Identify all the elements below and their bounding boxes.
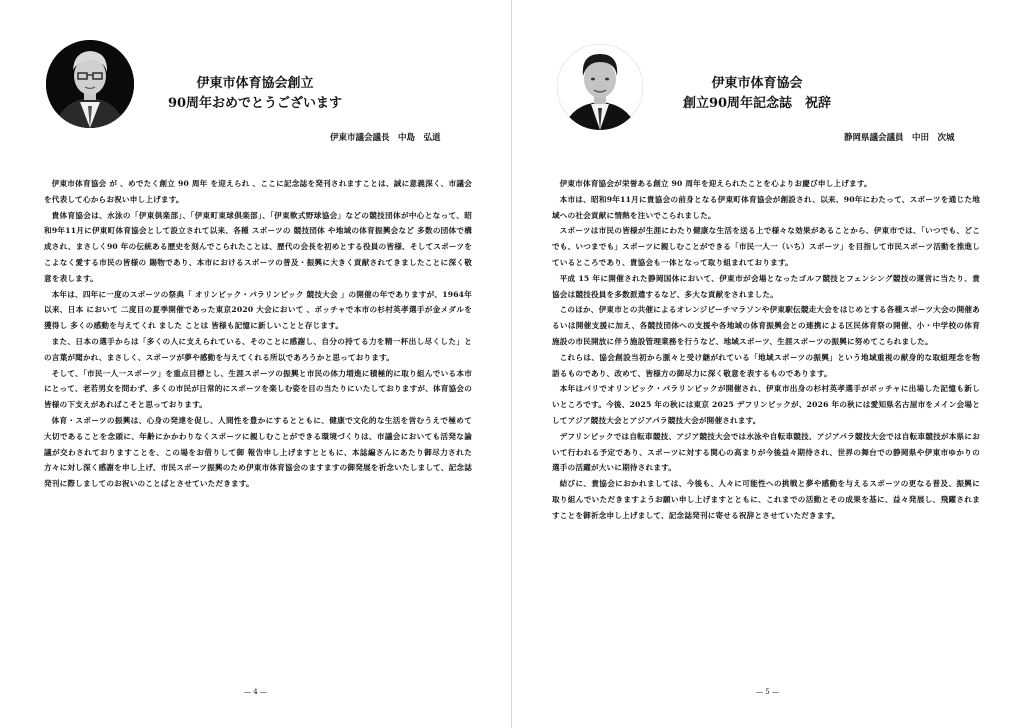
title-line-2: 創立90周年記念誌 祝辞 — [682, 96, 832, 111]
paragraph: 本年は、四年に一度のスポーツの祭典「 オリンピック・パラリンピック 競技大会 」の開催の年でありますが、1964年以来、日本 において 二度目の夏季開催であった東京2020 大会において 、ボッチャで本市の杉村英孝選手が金メダルを獲得し 多くの感動を与えてくれ ました ことは 皆様も記憶に新しいことと存じます。 — [44, 289, 472, 331]
paragraph: 貴体育協会は、水泳の「伊東倶楽部」、「伊東町東球倶楽部」、「伊東軟式野球協会」などの競技団体が中心となって、昭和9年11月に伊東町体育協会として設立されて以来、各種 スポーツの 競技団体 や地域の体育振興会など 多数の団体で構成され、まさしく90 年の伝統ある歴史を刻んでこられたことは、歴代の会長を初めとする役員の皆様、そしてスポーツをこよなく愛する市民の皆様の 賜物であり、本市におけるスポーツの普及・振興に大きく貢献されてきましたことに深く敬意を表します。 — [44, 210, 472, 283]
paragraph: 本年はパリでオリンピック・パラリンピックが開催され、伊東市出身の杉村英孝選手がボッチャに出場した記憶も新しいところです。今後、2025 年の秋には東京 2025 デフリンピックが、2026 年の秋には愛知県名古屋市をメイン会場としてアジア競技大会とアジアパラ競技大会が開催されます。 — [552, 384, 980, 425]
author-name: 伊東市議会議長 中島 弘道 — [330, 133, 441, 143]
page-title — [140, 74, 370, 114]
paragraph: これらは、協会創設当初から脈々と受け継がれている「地域スポーツの振興」という地域重視の献身的な取組理念を物語るものであり、改めて、皆様方の御尽力に深く敬意を表するものであります。 — [552, 352, 980, 378]
page-number: — 4 — — [244, 688, 267, 696]
paragraph: 本市は、昭和9年11月に貴協会の前身となる伊東町体育協会が創設され、以来、90年にわたって、スポーツを通じた地域への社会貢献に情熱を注いでこられました。 — [552, 194, 980, 220]
paragraph: デフリンピックでは自転車競技、アジア競技大会では水泳や自転車競技、アジアパラ競技大会では自転車競技が本県において行われる予定であり、スポーツに対する関心の高まりが今後益々期待され、世界の舞台での静岡県や伊東市ゆかりの選手の活躍が大いに期待されます。 — [552, 431, 980, 473]
paragraph: 平成 15 年に開催された静岡国体において、伊東市が会場となったゴルフ競技とフェンシング競技の運営に当たり、貴協会は競技役員を多数派遣するなど、多大な貢献をされました。 — [552, 273, 980, 299]
title-line-1: 伊東市体育協会創立 — [196, 76, 314, 91]
paragraph: そして、「市民一人一スポーツ」を重点目標とし、生涯スポーツの振興と市民の体力増進に積極的に取り組んでいる本市にとって、老若男女を問わず、多くの市民が日常的にスポーツを楽しむ姿を目の当たりにいたしておりますが、体育協会の皆様の下支えがあればこそと思っております。 — [44, 368, 472, 410]
paragraph: このほか、伊東市との共催によるオレンジビーチマラソンや伊東駅伝競走大会をはじめとする各種スポーツ大会の開催あるいは開催支援に加え、各競技団体への支援や各地域の体育振興会との連携による区民体育祭の開催、小・中学校の体育施設の市民開放に伴う施設管理業務を行うなど、地域スポーツ、生涯スポーツの振興に努めてこられました。 — [552, 305, 980, 346]
paragraph: 結びに、貴協会におかれましては、今後も、人々に可能性への挑戦と夢や感動を与えるスポーツの更なる普及、振興に取り組んでいただきますようお願い申し上げますとともに、これまでの活動とその成果を基に、益々発展し、飛躍されますことを御祈念申し上げまして、記念誌発刊に寄せる祝辞とさせていただきます。 — [552, 479, 980, 520]
paragraph: 伊東市体育協会が栄誉ある創立 90 周年を迎えられたことを心よりお慶び申し上げます。 — [559, 179, 872, 188]
paragraph: 体育・スポーツの振興は、心身の発達を促し、人間性を豊かにするとともに、健康で文化的な生活を営むうえで極めて大切であることを念頭に、年齢にかかわりなくスポーツに親しむことができる環境づくりは、市議会においても活発な論議が交わされておりますことを、この場をお借りして御 報告申し上げますとともに、本誌編さんにあたり御尽力された方々に対し深く感謝を申し上げ、市民スポーツ振興のため伊東市体育協会のますますの御発展を祈念いたしまして、記念誌発刊に際しましてのお祝いのことばとさせていただきます。 — [44, 415, 472, 489]
paragraph: また、日本の選手からは「多くの人に支えられている、そのことに感謝し、自分の持てる力を精一杯出し尽くした」との言葉が聞かれ、まさしく、スポーツが夢や感動を与えてくれる所以であろうかと思っております。 — [44, 336, 472, 362]
right-page — [512, 0, 1024, 728]
paragraph: 伊東市体育協会 が 、めでたく創立 90 周年 を迎えられ 、ここに記念誌を発刊されますことは、誠に意義深く、市議会を代表して心からお祝い申し上げます。 — [44, 179, 472, 204]
page-number: — 5 — — [756, 688, 779, 696]
body-text — [552, 176, 980, 524]
body-text — [44, 176, 472, 492]
title-line-1: 伊東市体育協会 — [711, 76, 803, 91]
page-title — [642, 74, 872, 114]
portrait-photo-chairman — [46, 40, 134, 128]
title-line-2: 90周年おめでとうございます — [167, 96, 343, 111]
portrait-photo-councillor — [557, 44, 643, 130]
author-name: 静岡県議会議員 中田 次城 — [844, 133, 955, 143]
paragraph: スポーツは市民の皆様が生涯にわたり健康な生活を送る上で様々な効果があることから、伊東市では、「いつでも、どこでも、いつまでも」スポーツに親しむことができる「市民一人一（いち）スポーツ」を目指して市民スポーツ活動を推進しているところであり、貴協会も一体となって取り組まれております。 — [552, 226, 980, 267]
